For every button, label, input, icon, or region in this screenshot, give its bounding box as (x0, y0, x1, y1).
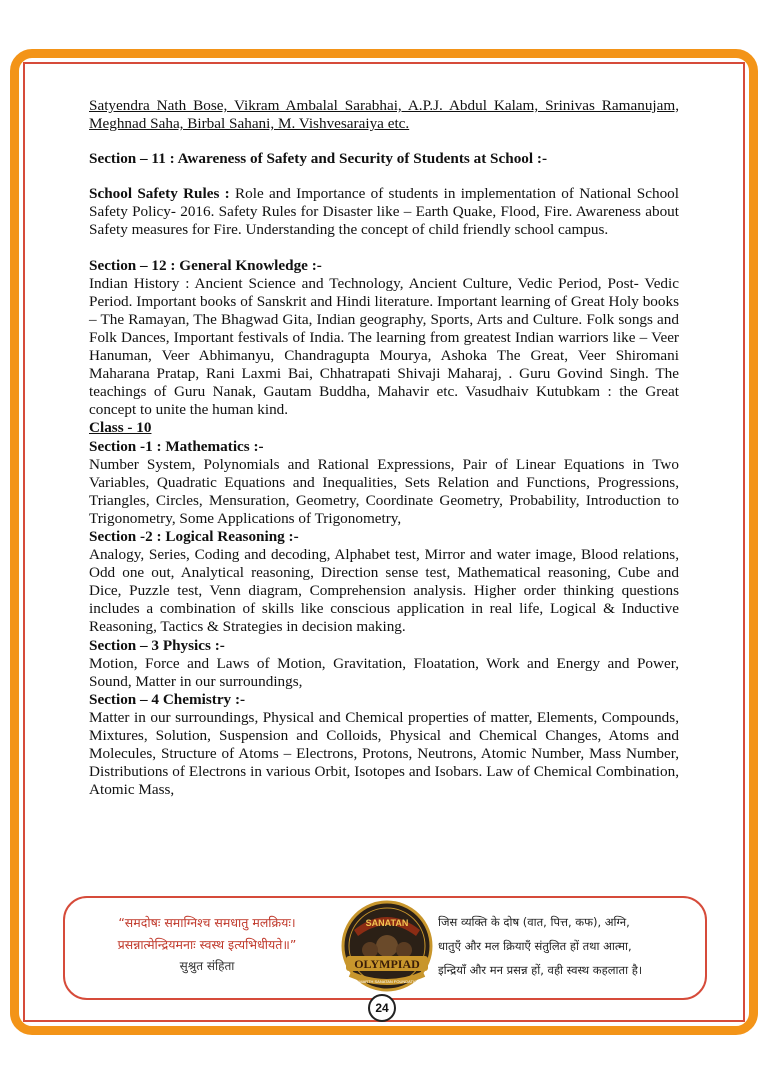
hindi-line-3: इन्द्रियाँ और मन प्रसन्न हों, वही स्वस्थ कहलाता है। (438, 963, 643, 977)
mathematics-heading: Section -1 : Mathematics :- (89, 437, 264, 455)
scientists-list: Satyendra Nath Bose, Vikram Ambalal Sarabhai, A.P.J. Abdul Kalam, Srinivas Ramanujam, Meghnad Saha, Birbal Sahani, M. Vishvesaraiya etc. (89, 97, 679, 133)
logical-reasoning-heading: Section -2 : Logical Reasoning :- (89, 527, 299, 545)
logo-main-text: OLYMPIAD (354, 957, 420, 971)
physics-text: Motion, Force and Laws of Motion, Gravitation, Floatation, Work and Energy and Power, Sound, Matter in our surroundings, (89, 654, 679, 690)
quote-line-1: “समदोषः समाग्निश्च समधातु मलक्रियः। (118, 915, 296, 930)
logical-reasoning-text: Analogy, Series, Coding and decoding, Alphabet test, Mirror and water image, Blood relations, Odd one out, Analytical reasoning, Direction sense test, Mathematical reasoning, Cube and Dice, Puzzle test, Venn diagram, Comprehension analysis. Higher order thinking questions includes a combination of skills like conscious application in real life, Logical & Inductive Reasoning, Tactics & Strategies in decision making. (89, 546, 679, 636)
section-11-text: School Safety Rules : Role and Importance of students in implementation of National School Safety Policy- 2016. Safety Rules for Disaster like – Earth Quake, Flood, Fire. Awareness about Safety measures for Fire. Understanding the concept of child friendly school campus. (89, 185, 679, 239)
logo-sub-text: SAMARTH SANATAN FOUNDATION (353, 979, 421, 984)
physics-heading: Section – 3 Physics :- (89, 636, 225, 654)
chemistry-heading: Section – 4 Chemistry :- (89, 690, 246, 708)
mathematics-text: Number System, Polynomials and Rational Expressions, Pair of Linear Equations in Two Variables, Quadratic Equations and Inequalities, Sets Relation and Functions, Progressions, Triangles, Circles, Mensuration, Geometry, Coordinate Geometry, Probability, Introduction to Trigonometry, Some Applications of Trigonometry, (89, 455, 679, 527)
school-safety-rules-label: School Safety Rules : (89, 185, 230, 203)
section-12-heading: Section – 12 : General Knowledge :- (89, 256, 322, 274)
section-11-heading: Section – 11 : Awareness of Safety and Security of Students at School :- (89, 150, 548, 168)
section-12-text: Indian History : Ancient Science and Technology, Ancient Culture, Vedic Period, Post- Vedic Period. Important books of Sanskrit and Hindi literature. Important learning of Great Holy books – The Ramayan, The Bhagwad Gita, Indian geography, Sports, Arts and Culture. Folk songs and Folk Dances, Important festivals of India. The learning from greatest Indian warriors like – Veer Hanuman, Veer Abhimanyu, Chandragupta Mourya, Ashoka The Great, Veer Shiromani Maharana Pratap, Rani Laxmi Bai, Chhatrapati Shivaji Maharaj, . Guru Govind Singh. The teachings of Guru Nanak, Gautam Buddha, Mahavir etc. Vasudhaiv Kutubkam : the Great concept to unite the human kind. (89, 274, 679, 419)
logo-top-text: SANATAN (365, 918, 409, 928)
page-number: 24 (368, 994, 396, 1022)
hindi-line-1: जिस व्यक्ति के दोष (वात, पित्त, कफ), अग्नि, (438, 915, 630, 929)
quote-source: सुश्रुत संहिता (179, 959, 235, 973)
class-heading: Class - 10 (89, 419, 152, 437)
chemistry-text: Matter in our surroundings, Physical and Chemical properties of matter, Elements, Compounds, Mixtures, Solution, Suspension and Colloids, Physical and Chemical Changes, Atoms and Molecules, Structure of Atoms – Electrons, Protons, Neutrons, Atomic Number, Mass Number, Distributions of Electrons in various Orbit, Isotopes and Isobars. Law of Chemical Combination, Atomic Mass, (89, 708, 679, 799)
quote-line-2: प्रसन्नात्मेन्द्रियमनाः स्वस्थ इत्यभिधीयते॥” (117, 937, 297, 952)
sanatan-olympiad-logo (336, 898, 438, 994)
hindi-line-2: धातुएँ और मल क्रियाएँ संतुलित हों तथा आत्मा, (438, 939, 632, 953)
page-content (89, 97, 679, 799)
hindi-explanation (438, 910, 700, 982)
sanskrit-quote (77, 912, 337, 976)
